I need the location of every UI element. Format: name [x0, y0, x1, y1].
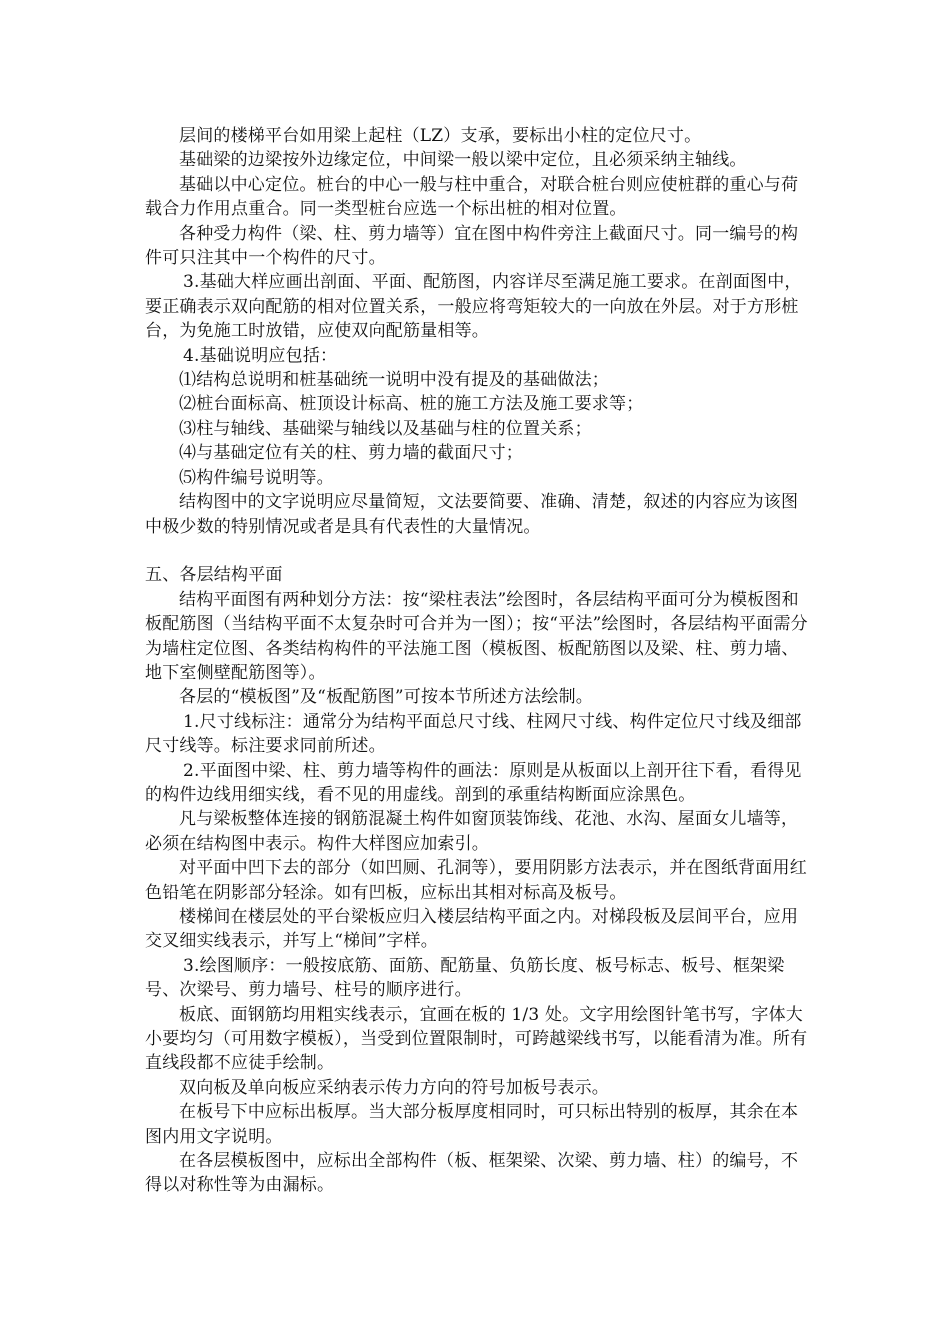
paragraph: 各种受力构件（梁、柱、剪力墙等）宜在图中构件旁注上截面尺寸。同一编号的构件可只注其中一个构件的尺寸。: [145, 223, 799, 269]
paragraph: 在板号下中应标出板厚。当大部分板厚度相同时，可只标出特别的板厚，其余在本图内用文字说明。: [145, 1102, 799, 1147]
paragraph: 双向板及单向板应采纳表示传力方向的符号加板号表示。: [179, 1077, 609, 1098]
paragraph: 层间的楼梯平台如用梁上起柱（LZ）支承，要标出小柱的定位尺寸。: [179, 126, 702, 146]
list-item: ⑸构件编号说明等。: [179, 467, 334, 488]
list-item: ⑶柱与轴线、基础梁与轴线以及基础与柱的位置关系；: [179, 418, 592, 439]
list-item: ⑴结构总说明和桩基础统一说明中没有提及的基础做法；: [179, 370, 609, 391]
paragraph: 基础梁的边梁按外边缘定位，中间梁一般以梁中定位，且必须采纳主轴线。: [179, 150, 747, 171]
list-item: ⑵桩台面标高、桩顶设计标高、桩的施工方法及施工要求等；: [179, 394, 644, 415]
section-title: 五、各层结构平面: [145, 565, 283, 586]
paragraph: 1.尺寸线标注：通常分为结构平面总尺寸线、柱网尺寸线、构件定位尺寸线及细部尺寸线等。标注要求同前所述。: [145, 711, 802, 757]
paragraph: 3.基础大样应画出剖面、平面、配筋图，内容详尽至满足施工要求。在剖面图中，要正确表示双向配筋的相对位置关系，一般应将弯矩较大的一向放在外层。对于方形桩台，为免施工时放错，应使双向配筋量相等。: [145, 272, 802, 342]
paragraph: 在各层模板图中，应标出全部构件（板、框架梁、次梁、剪力墙、柱）的编号，不得以对称性等为由漏标。: [145, 1151, 799, 1196]
paragraph: 各层的“模板图”及“板配筋图”可按本节所述方法绘制。: [179, 687, 593, 708]
paragraph: 凡与梁板整体连接的钢筋混凝土构件如窗顶装饰线、花池、水沟、屋面女儿墙等，必须在结构图中表示。构件大样图应加索引。: [145, 809, 799, 854]
paragraph: 对平面中凹下去的部分（如凹厕、孔洞等），要用阴影方法表示，并在图纸背面用红色铅笔在阴影部分轻涂。如有凹板，应标出其相对标高及板号。: [145, 858, 807, 903]
paragraph: 楼梯间在楼层处的平台梁板应归入楼层结构平面之内。对梯段板及层间平台，应用交叉细实线表示，并写上“梯间”字样。: [145, 906, 799, 952]
paragraph: 板底、面钢筋均用粗实线表示，宜画在板的 1/3 处。文字用绘图针笔书写，字体大小要均匀（可用数字模板），当受到位置限制时，可跨越梁线书写，以能看清为准。所有直线段都不应徒手绘制。: [145, 1004, 808, 1074]
paragraph: 结构图中的文字说明应尽量简短，文法要简要、准确、清楚，叙述的内容应为该图中极少数的特别情况或者是具有代表性的大量情况。: [145, 492, 799, 537]
paragraph: 基础以中心定位。桩台的中心一般与柱中重合，对联合桩台则应使桩群的重心与荷载合力作用点重合。同一类型桩台应选一个标出桩的相对位置。: [145, 174, 799, 220]
document-body: [145, 124, 815, 1198]
paragraph: 结构平面图有两种划分方法：按“梁柱表法”绘图时，各层结构平面可分为模板图和板配筋图（当结构平面不太复杂时可合并为一图）；按“平法”绘图时，各层结构平面需分为墙柱定位图、各类结构构件的平法施工图（模板图、板配筋图以及梁、柱、剪力墙、地下室侧壁配筋图等）。: [145, 589, 808, 683]
paragraph: 3.绘图顺序：一般按底筋、面筋、配筋量、负筋长度、板号标志、板号、框架梁号、次梁号、剪力墙号、柱号的顺序进行。: [145, 955, 785, 1001]
list-item: ⑷与基础定位有关的柱、剪力墙的截面尺寸；: [179, 443, 523, 464]
blank-line: [145, 539, 815, 563]
paragraph: 4.基础说明应包括：: [183, 345, 338, 366]
paragraph: 2.平面图中梁、柱、剪力墙等构件的画法：原则是从板面以上剖开往下看，看得见的构件边线用细实线，看不见的用虚线。剖到的承重结构断面应涂黑色。: [145, 760, 802, 805]
